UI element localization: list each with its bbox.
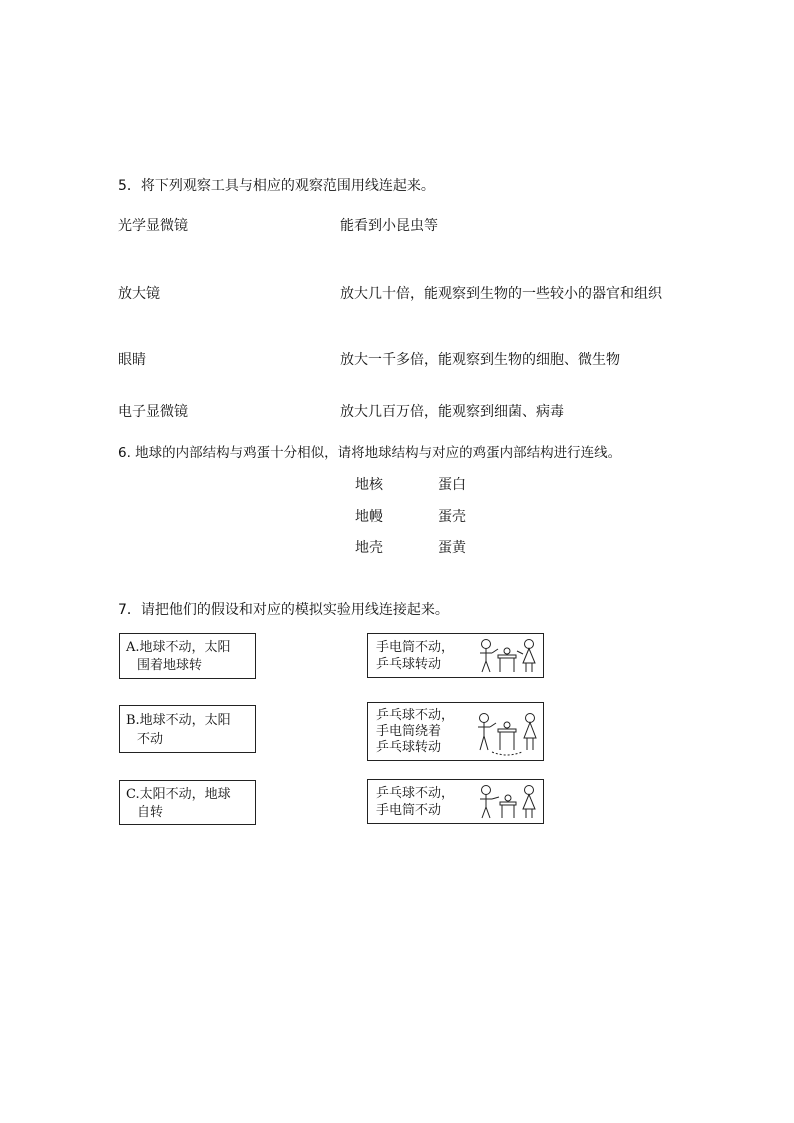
q7-experiment-1 <box>367 633 544 678</box>
kids-circling-table-illustration-icon <box>474 708 542 756</box>
q5-title: 5．将下列观察工具与相应的观察范围用线连起来。 <box>118 178 435 194</box>
q7-hypothesis-a <box>119 633 256 679</box>
q7-hypothesis-b-line2: 不动 <box>137 732 164 747</box>
q7-hypothesis-c-line1: C.太阳不动，地球 <box>126 787 231 802</box>
q5-tool-optical-microscope: 光学显微镜 <box>118 218 188 234</box>
kids-table-illustration-icon <box>476 636 542 676</box>
q5-tool-eye: 眼睛 <box>118 352 146 368</box>
q7-hypothesis-b <box>119 705 256 753</box>
q5-range-thousand: 放大一千多倍，能观察到生物的细胞、微生物 <box>340 352 620 368</box>
q7-experiment-2-line3: 乒乓球转动 <box>376 740 442 755</box>
q7-title: 7．请把他们的假设和对应的模拟实验用线连接起来。 <box>118 602 449 618</box>
q7-experiment-1-line2: 乒乓球转动 <box>376 657 442 672</box>
q7-experiment-3 <box>367 779 544 824</box>
q6-earth-core: 地核 <box>355 477 383 493</box>
q7-experiment-3-line2: 手电筒不动 <box>376 803 442 818</box>
q6-egg-yolk: 蛋黄 <box>438 540 466 556</box>
q7-hypothesis-a-line2: 围着地球转 <box>137 658 203 673</box>
q6-egg-white: 蛋白 <box>438 477 466 493</box>
q7-experiment-2-line2: 手电筒绕着 <box>376 724 442 739</box>
q7-hypothesis-a-line1: A.地球不动，太阳 <box>126 640 231 655</box>
q7-hypothesis-c-line2: 自转 <box>137 805 164 820</box>
q6-title: 6. 地球的内部结构与鸡蛋十分相似，请将地球结构与对应的鸡蛋内部结构进行连线。 <box>118 445 622 461</box>
q7-hypothesis-b-line1: B.地球不动，太阳 <box>126 713 231 728</box>
q6-earth-crust: 地壳 <box>355 540 383 556</box>
q5-range-tens: 放大几十倍，能观察到生物的一些较小的器官和组织 <box>340 286 662 302</box>
kids-flashlight-illustration-icon <box>476 782 542 822</box>
q7-hypothesis-c <box>119 780 256 825</box>
q5-tool-magnifier: 放大镜 <box>118 286 160 302</box>
q7-experiment-1-line1: 手电筒不动， <box>376 640 455 655</box>
q7-experiment-3-line1: 乒乓球不动， <box>376 786 455 801</box>
q7-experiment-2-line1: 乒乓球不动， <box>376 708 455 723</box>
q6-egg-shell: 蛋壳 <box>438 509 466 525</box>
q7-experiment-2 <box>367 702 544 761</box>
q5-tool-electron-microscope: 电子显微镜 <box>118 404 188 420</box>
q5-range-insects: 能看到小昆虫等 <box>340 218 438 234</box>
q6-earth-mantle: 地幔 <box>355 509 383 525</box>
q5-range-millions: 放大几百万倍，能观察到细菌、病毒 <box>340 404 564 420</box>
